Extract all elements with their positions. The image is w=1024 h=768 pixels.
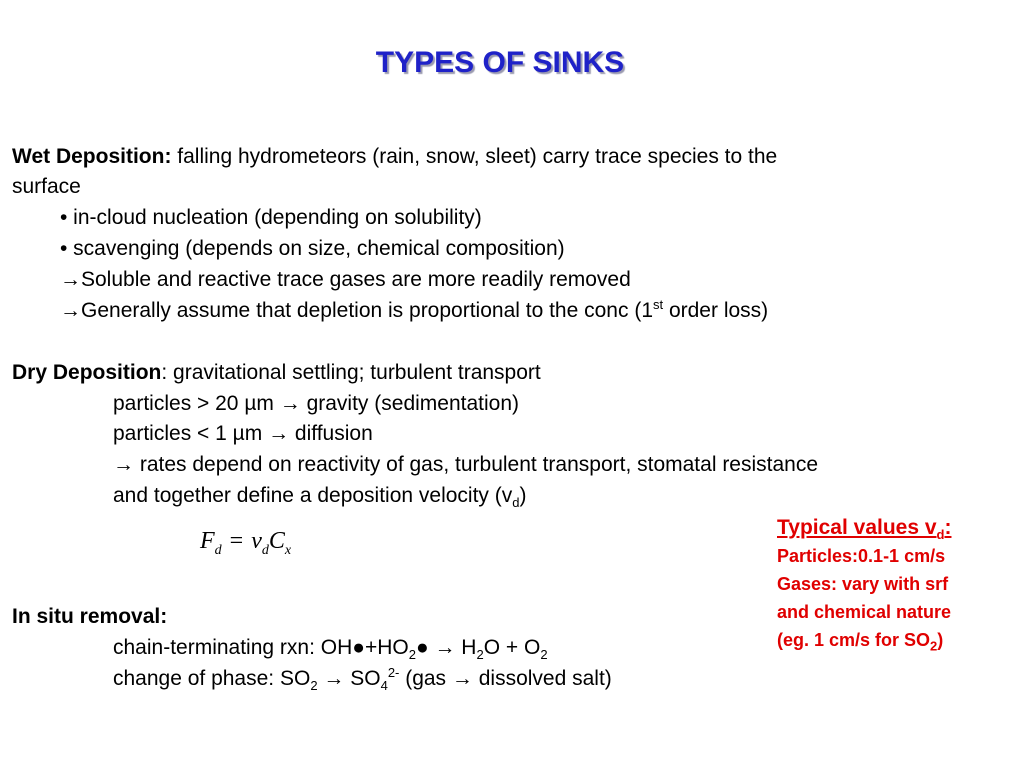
- wet-arrow-depletion: [60, 298, 768, 324]
- subscript: 4: [380, 678, 388, 694]
- dry-velocity-line: [113, 483, 527, 509]
- dry-rates-text: rates depend on reactivity of gas, turbulent transport, stomatal resistance: [134, 453, 819, 476]
- insitu-chain-radical: ●: [415, 636, 435, 659]
- dry-particles-large-text: particles > 20 µm: [113, 392, 280, 415]
- dry-deposition-desc: : gravitational settling; turbulent transport: [161, 361, 541, 384]
- wet-arrow-depletion-text: Generally assume that depletion is proportional to the conc (1: [81, 299, 653, 322]
- eq-concentration: C: [268, 528, 285, 554]
- note-so2-text: (eg. 1 cm/s for SO: [777, 630, 931, 650]
- note-heading-text: Typical values v: [777, 516, 937, 539]
- arrow-icon: →: [60, 268, 81, 291]
- eq-flux-sub: d: [214, 542, 222, 558]
- wet-deposition-desc: falling hydrometeors (rain, snow, sleet) carry trace species to the: [171, 145, 778, 168]
- wet-bullet-scavenging: • scavenging (depends on size, chemical composition): [60, 237, 565, 260]
- note-chemical-nature: and chemical nature: [777, 602, 952, 622]
- eq-velocity: v: [251, 528, 262, 554]
- dry-deposition-heading: Dry Deposition: [12, 361, 162, 384]
- insitu-phase-gas: (gas: [399, 667, 452, 690]
- dry-rates-line: [113, 452, 818, 478]
- subscript: 2: [408, 647, 416, 663]
- wet-arrow-soluble-text: Soluble and reactive trace gases are more readily removed: [81, 268, 631, 291]
- note-heading: [777, 514, 951, 542]
- eq-velocity-sub: d: [261, 542, 269, 558]
- dry-particles-large: [113, 391, 519, 417]
- note-particles: Particles:0.1-1 cm/s: [777, 546, 946, 566]
- subscript: 2: [310, 678, 318, 694]
- insitu-phase-product: SO: [344, 667, 381, 690]
- deposition-flux-equation: [200, 528, 292, 558]
- arrow-icon: →: [60, 299, 81, 322]
- subscript: d: [936, 527, 945, 543]
- insitu-chain-product: H: [455, 636, 477, 659]
- dry-particles-large-result: gravity (sedimentation): [300, 392, 520, 415]
- dry-particles-small: [113, 421, 373, 447]
- insitu-chain-line: [113, 635, 548, 661]
- insitu-phase-text: change of phase: SO: [113, 667, 311, 690]
- insitu-heading: In situ removal:: [12, 605, 168, 628]
- wet-bullet-nucleation: • in-cloud nucleation (depending on solubility): [60, 206, 482, 229]
- eq-flux: F: [200, 528, 215, 554]
- subscript: 2: [476, 647, 484, 663]
- arrow-icon: →: [434, 636, 456, 659]
- superscript: st: [653, 297, 664, 312]
- subscript: d: [512, 495, 520, 511]
- slide-title: TYPES OF SINKS: [375, 46, 625, 79]
- dry-velocity-text: and together define a deposition velocity (v: [113, 484, 513, 507]
- typical-values-note: [777, 514, 951, 654]
- insitu-phase-line: [113, 666, 612, 692]
- arrow-icon: →: [113, 453, 134, 476]
- wet-deposition-heading: Wet Deposition:: [12, 145, 172, 168]
- insitu-chain-text: chain-terminating rxn: OH●+HO: [113, 636, 409, 659]
- note-so2-example: [777, 626, 951, 654]
- dry-velocity-end: ): [519, 484, 527, 507]
- subscript: 2: [930, 638, 938, 654]
- arrow-icon: →: [451, 667, 473, 690]
- note-gases: Gases: vary with srf: [777, 574, 949, 594]
- wet-deposition-desc-cont: surface: [12, 175, 81, 198]
- superscript: 2-: [387, 665, 400, 680]
- wet-arrow-depletion-end: order loss): [663, 299, 769, 322]
- eq-concentration-sub: x: [284, 542, 292, 558]
- arrow-icon: →: [268, 422, 290, 445]
- dry-deposition-line: [12, 360, 541, 386]
- note-so2-end: ): [937, 630, 944, 650]
- dry-particles-small-result: diffusion: [289, 422, 373, 445]
- insitu-chain-product-2: O + O: [483, 636, 541, 659]
- wet-deposition-line: [12, 144, 777, 170]
- wet-arrow-soluble: [60, 267, 631, 293]
- dry-particles-small-text: particles < 1 µm: [113, 422, 269, 445]
- subscript: 2: [540, 647, 548, 663]
- note-heading-colon: :: [944, 516, 952, 539]
- insitu-phase-salt: dissolved salt): [472, 667, 612, 690]
- arrow-icon: →: [323, 667, 345, 690]
- eq-equals: =: [229, 528, 244, 554]
- arrow-icon: →: [279, 392, 301, 415]
